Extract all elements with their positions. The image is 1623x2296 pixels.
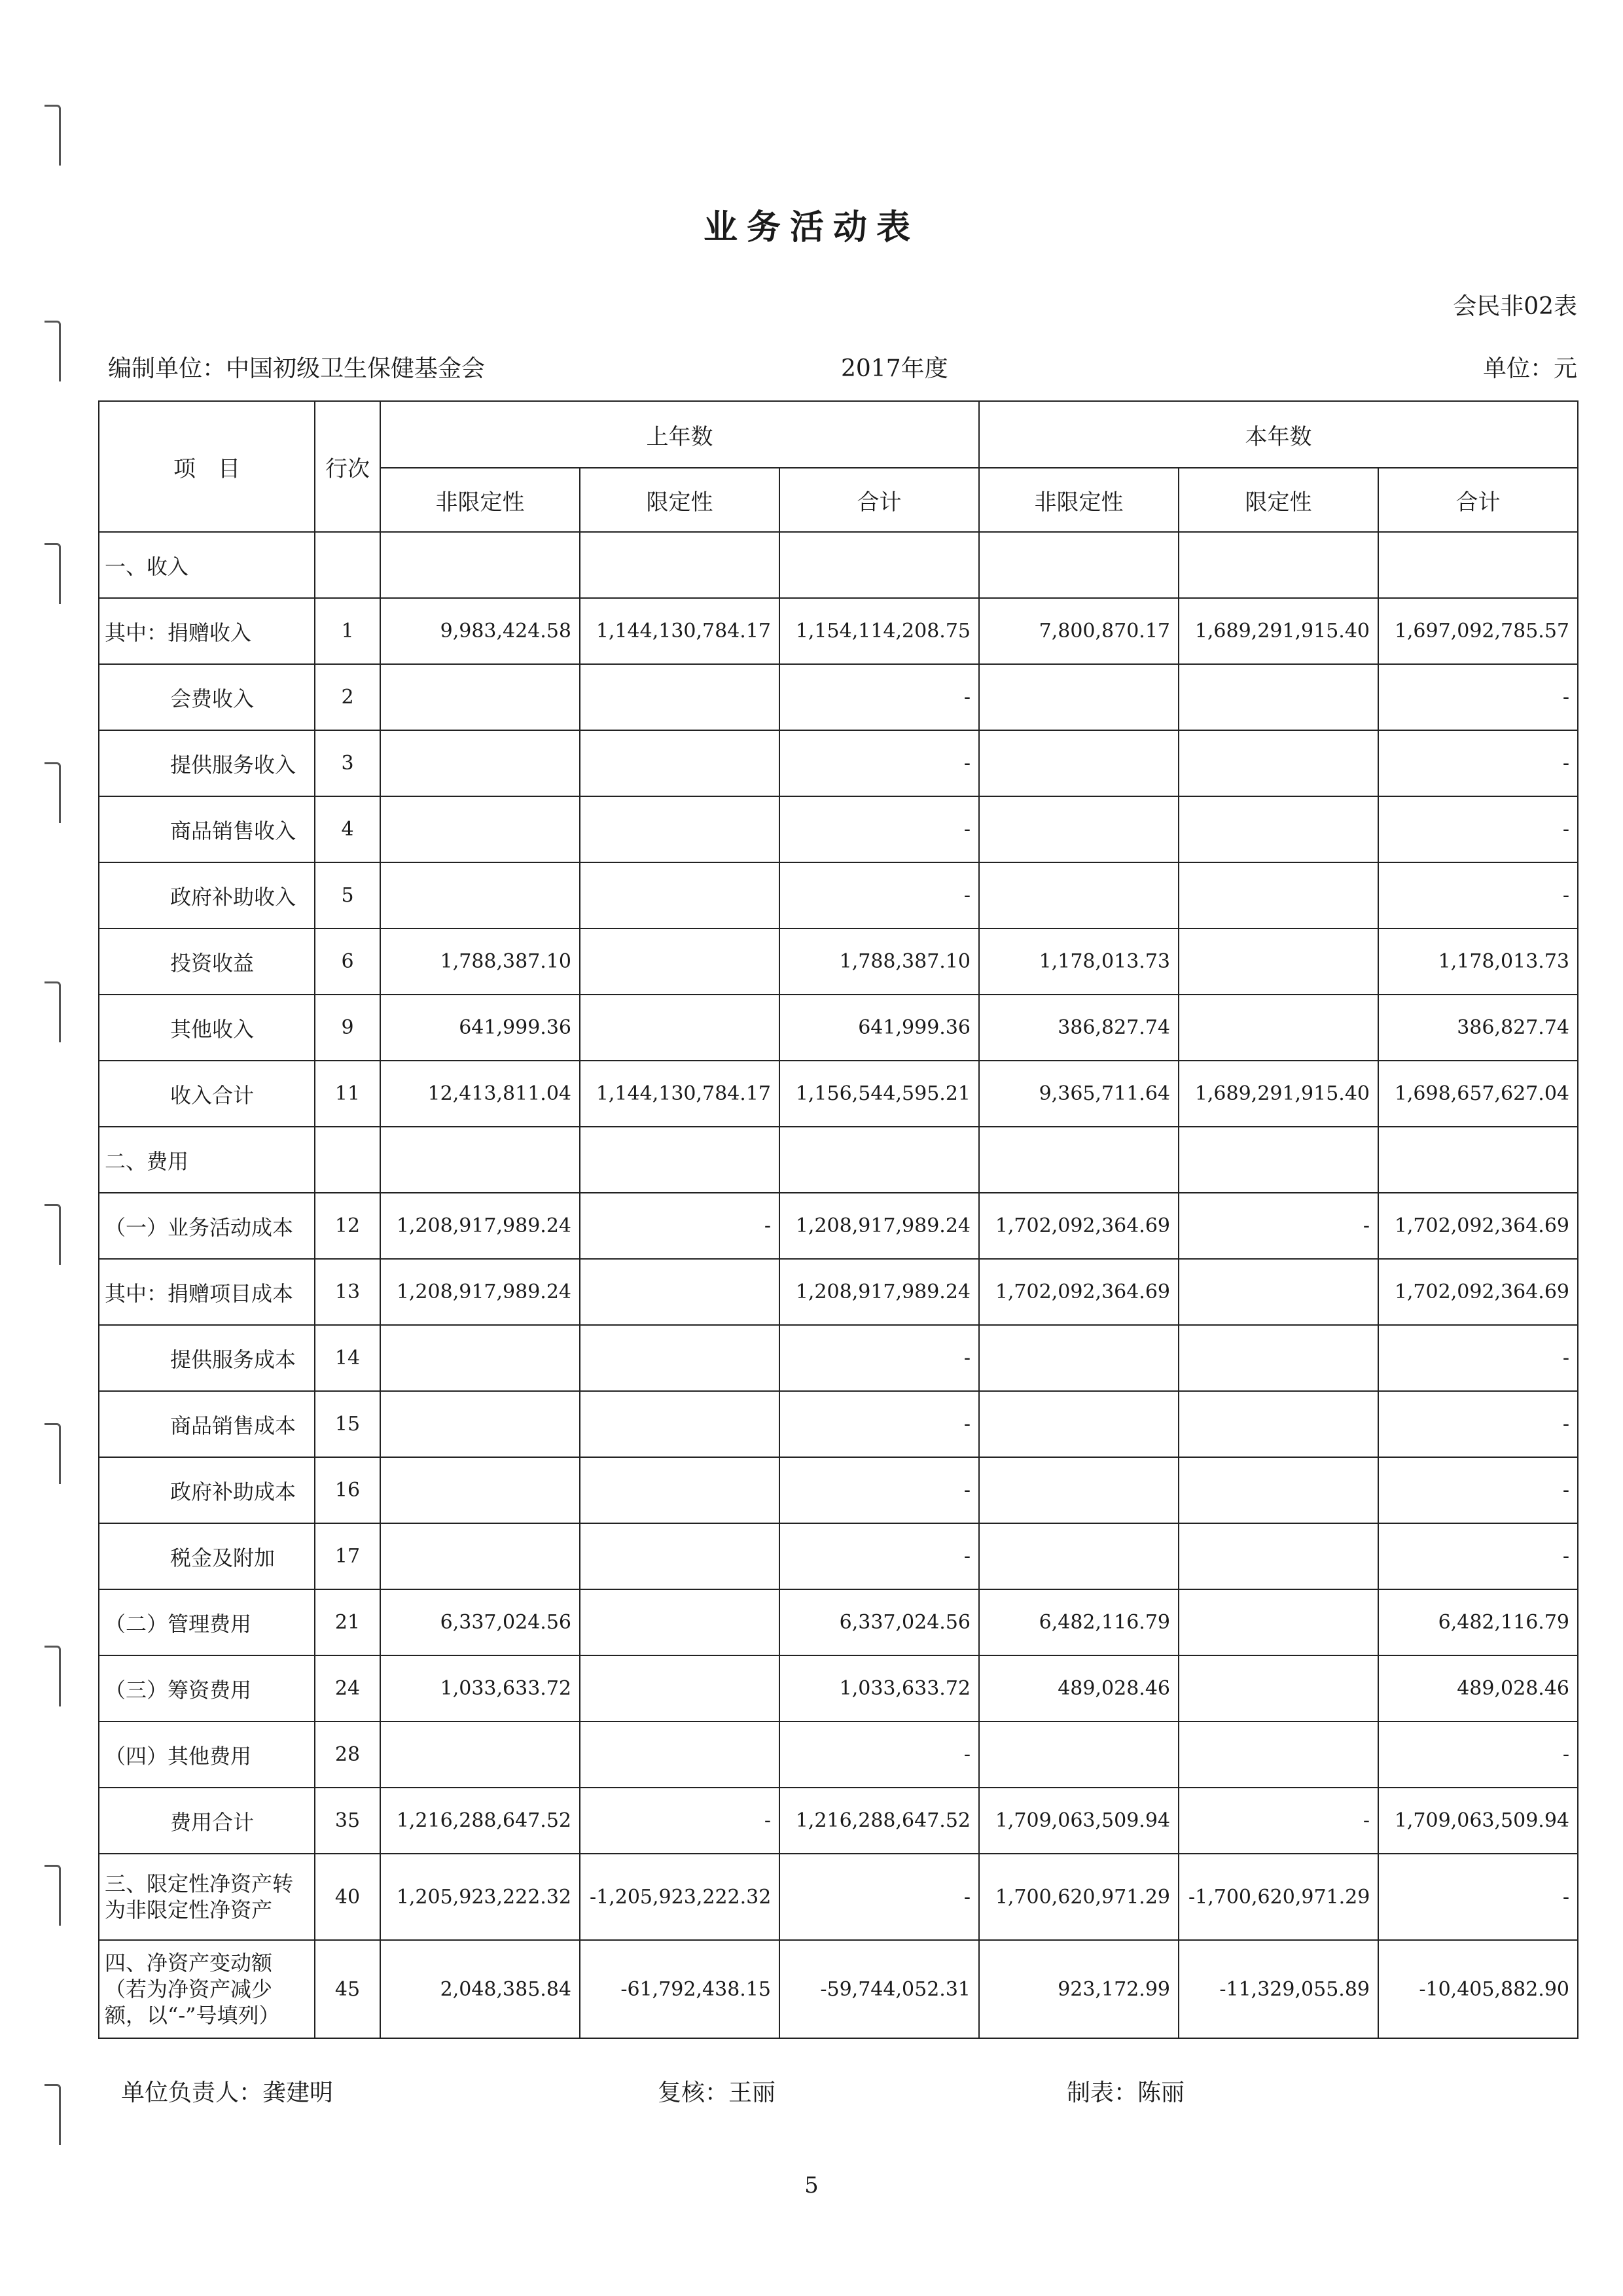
organization-label: 编制单位： <box>108 355 226 382</box>
cell-curr-restricted <box>1179 1655 1378 1722</box>
cell-prev-total: - <box>779 664 979 730</box>
cell-prev-restricted: 1,144,130,784.17 <box>580 598 779 664</box>
row-label: 商品销售收入 <box>99 796 315 862</box>
organization-name: 中国初级卫生保健基金会 <box>226 355 486 382</box>
cell-curr-restricted <box>1179 1391 1378 1457</box>
cell-curr-unrestricted: 1,709,063,509.94 <box>979 1788 1179 1854</box>
cell-prev-restricted <box>580 862 779 928</box>
cell-prev-total: 1,154,114,208.75 <box>779 598 979 664</box>
row-label: 政府补助成本 <box>99 1457 315 1523</box>
cell-curr-total: 1,702,092,364.69 <box>1378 1193 1578 1259</box>
cell-curr-restricted <box>1179 1523 1378 1589</box>
cell-curr-unrestricted <box>979 1391 1179 1457</box>
cell-curr-total: - <box>1378 730 1578 796</box>
binder-mark <box>45 1646 61 1706</box>
cell-prev-restricted: - <box>580 1193 779 1259</box>
cell-prev-unrestricted <box>380 1127 580 1193</box>
cell-prev-restricted <box>580 1325 779 1391</box>
cell-prev-unrestricted <box>380 862 580 928</box>
cell-prev-total: - <box>779 1854 979 1940</box>
cell-curr-total: - <box>1378 1457 1578 1523</box>
cell-prev-unrestricted: 1,788,387.10 <box>380 928 580 995</box>
row-label: 其中：捐赠收入 <box>99 598 315 664</box>
row-line: 12 <box>315 1193 380 1259</box>
cell-prev-total: - <box>779 730 979 796</box>
table-row <box>99 1854 1578 1940</box>
row-label: 二、费用 <box>99 1127 315 1193</box>
table-row <box>99 1722 1578 1788</box>
row-line: 1 <box>315 598 380 664</box>
responsible-name: 龚建明 <box>262 2079 334 2106</box>
page-title: 业务活动表 <box>703 207 919 247</box>
cell-prev-total: 1,033,633.72 <box>779 1655 979 1722</box>
row-line: 15 <box>315 1391 380 1457</box>
cell-curr-unrestricted <box>979 532 1179 598</box>
cell-prev-total: 1,156,544,595.21 <box>779 1061 979 1127</box>
row-label: （四）其他费用 <box>99 1722 315 1788</box>
cell-curr-total: 1,702,092,364.69 <box>1378 1259 1578 1325</box>
row-label: 一、收入 <box>99 532 315 598</box>
cell-prev-restricted <box>580 1722 779 1788</box>
table-row <box>99 1061 1578 1127</box>
table-row <box>99 598 1578 664</box>
reviewer-name: 王丽 <box>728 2079 776 2106</box>
cell-prev-restricted <box>580 1259 779 1325</box>
row-label: 四、净资产变动额（若为净资产减少额，以“-”号填列） <box>99 1940 315 2038</box>
cell-prev-total: 641,999.36 <box>779 995 979 1061</box>
cell-curr-unrestricted <box>979 862 1179 928</box>
cell-curr-total: 1,697,092,785.57 <box>1378 598 1578 664</box>
cell-curr-unrestricted: 9,365,711.64 <box>979 1061 1179 1127</box>
cell-curr-total: - <box>1378 1325 1578 1391</box>
header-prev-restricted: 限定性 <box>580 468 779 532</box>
cell-prev-total: - <box>779 1722 979 1788</box>
cell-curr-total: 1,178,013.73 <box>1378 928 1578 995</box>
row-line: 5 <box>315 862 380 928</box>
cell-prev-total: -59,744,052.31 <box>779 1940 979 2038</box>
row-line: 6 <box>315 928 380 995</box>
cell-prev-restricted <box>580 928 779 995</box>
cell-curr-total: - <box>1378 1722 1578 1788</box>
cell-curr-total: 386,827.74 <box>1378 995 1578 1061</box>
cell-prev-restricted: -61,792,438.15 <box>580 1940 779 2038</box>
binder-mark <box>45 762 61 823</box>
row-line <box>315 1127 380 1193</box>
header-item: 项 目 <box>99 401 315 532</box>
cell-prev-restricted: - <box>580 1788 779 1854</box>
table-row <box>99 1655 1578 1722</box>
cell-prev-restricted <box>580 1127 779 1193</box>
cell-prev-total: 6,337,024.56 <box>779 1589 979 1655</box>
cell-prev-restricted <box>580 1523 779 1589</box>
cell-curr-total: 489,028.46 <box>1378 1655 1578 1722</box>
cell-curr-restricted: 1,689,291,915.40 <box>1179 598 1378 664</box>
table-row <box>99 1788 1578 1854</box>
organization-line <box>108 350 485 383</box>
preparer-name: 陈丽 <box>1137 2079 1185 2106</box>
cell-curr-restricted <box>1179 995 1378 1061</box>
preparer-label: 制表： <box>1067 2079 1138 2106</box>
cell-curr-unrestricted <box>979 1325 1179 1391</box>
cell-prev-restricted <box>580 796 779 862</box>
cell-curr-total: - <box>1378 862 1578 928</box>
row-line: 28 <box>315 1722 380 1788</box>
cell-curr-restricted <box>1179 1259 1378 1325</box>
cell-curr-restricted <box>1179 1589 1378 1655</box>
cell-prev-restricted: -1,205,923,222.32 <box>580 1854 779 1940</box>
row-label: 投资收益 <box>99 928 315 995</box>
cell-prev-total: - <box>779 796 979 862</box>
header-row-top <box>99 401 1578 468</box>
cell-prev-unrestricted: 1,205,923,222.32 <box>380 1854 580 1940</box>
cell-prev-unrestricted: 6,337,024.56 <box>380 1589 580 1655</box>
responsible-label: 单位负责人： <box>121 2079 263 2106</box>
cell-prev-unrestricted: 1,033,633.72 <box>380 1655 580 1722</box>
cell-prev-total: - <box>779 1523 979 1589</box>
cell-prev-restricted <box>580 1655 779 1722</box>
table-row <box>99 1457 1578 1523</box>
cell-curr-total <box>1378 1127 1578 1193</box>
binder-mark <box>45 981 61 1042</box>
cell-curr-unrestricted <box>979 1523 1179 1589</box>
cell-curr-unrestricted <box>979 796 1179 862</box>
cell-curr-unrestricted <box>979 730 1179 796</box>
table-row <box>99 664 1578 730</box>
table-row <box>99 1523 1578 1589</box>
cell-curr-total: - <box>1378 1523 1578 1589</box>
cell-curr-restricted <box>1179 1325 1378 1391</box>
binder-mark <box>45 105 61 166</box>
row-line: 3 <box>315 730 380 796</box>
cell-curr-unrestricted: 7,800,870.17 <box>979 598 1179 664</box>
row-label: 其他收入 <box>99 995 315 1061</box>
binder-mark <box>45 1423 61 1484</box>
row-label: 政府补助收入 <box>99 862 315 928</box>
cell-prev-total: - <box>779 862 979 928</box>
row-line: 24 <box>315 1655 380 1722</box>
cell-curr-total: - <box>1378 1391 1578 1457</box>
cell-curr-restricted <box>1179 664 1378 730</box>
table-row <box>99 1940 1578 2038</box>
row-label: （一）业务活动成本 <box>99 1193 315 1259</box>
cell-prev-restricted <box>580 730 779 796</box>
cell-curr-total: - <box>1378 664 1578 730</box>
page-number: 5 <box>804 2172 819 2199</box>
cell-prev-unrestricted <box>380 1722 580 1788</box>
cell-curr-unrestricted: 386,827.74 <box>979 995 1179 1061</box>
row-line: 4 <box>315 796 380 862</box>
cell-curr-restricted <box>1179 796 1378 862</box>
cell-prev-unrestricted <box>380 1391 580 1457</box>
cell-curr-unrestricted <box>979 664 1179 730</box>
row-label: 其中：捐赠项目成本 <box>99 1259 315 1325</box>
table-row <box>99 1127 1578 1193</box>
cell-prev-unrestricted <box>380 796 580 862</box>
cell-curr-unrestricted: 1,178,013.73 <box>979 928 1179 995</box>
binder-mark <box>45 2084 61 2145</box>
cell-prev-total <box>779 532 979 598</box>
header-curr-restricted: 限定性 <box>1179 468 1378 532</box>
header-line: 行次 <box>315 401 380 532</box>
cell-curr-restricted: -1,700,620,971.29 <box>1179 1854 1378 1940</box>
table-row <box>99 995 1578 1061</box>
header-prev-unrestricted: 非限定性 <box>380 468 580 532</box>
table-row <box>99 1391 1578 1457</box>
cell-prev-unrestricted <box>380 730 580 796</box>
cell-curr-restricted <box>1179 730 1378 796</box>
cell-prev-restricted: 1,144,130,784.17 <box>580 1061 779 1127</box>
header-prev-year: 上年数 <box>380 401 979 468</box>
cell-prev-restricted <box>580 1589 779 1655</box>
table-row <box>99 730 1578 796</box>
row-line: 9 <box>315 995 380 1061</box>
cell-prev-unrestricted: 2,048,385.84 <box>380 1940 580 2038</box>
cell-prev-unrestricted: 641,999.36 <box>380 995 580 1061</box>
row-line: 17 <box>315 1523 380 1589</box>
row-label: 提供服务收入 <box>99 730 315 796</box>
cell-prev-total <box>779 1127 979 1193</box>
cell-curr-restricted: - <box>1179 1193 1378 1259</box>
row-line: 40 <box>315 1854 380 1940</box>
cell-prev-total: 1,216,288,647.52 <box>779 1788 979 1854</box>
table-row <box>99 1325 1578 1391</box>
cell-prev-total: 1,208,917,989.24 <box>779 1193 979 1259</box>
row-line: 11 <box>315 1061 380 1127</box>
form-number: 会民非02表 <box>1453 293 1577 320</box>
cell-curr-restricted <box>1179 1127 1378 1193</box>
cell-curr-total <box>1378 532 1578 598</box>
activity-statement-table <box>98 400 1578 2039</box>
cell-curr-unrestricted: 1,702,092,364.69 <box>979 1193 1179 1259</box>
cell-curr-unrestricted: 923,172.99 <box>979 1940 1179 2038</box>
cell-curr-total: 1,698,657,627.04 <box>1378 1061 1578 1127</box>
cell-curr-restricted: - <box>1179 1788 1378 1854</box>
cell-curr-unrestricted: 6,482,116.79 <box>979 1589 1179 1655</box>
cell-curr-restricted: -11,329,055.89 <box>1179 1940 1378 2038</box>
header-curr-unrestricted: 非限定性 <box>979 468 1179 532</box>
row-label: 三、限定性净资产转为非限定性净资产 <box>99 1854 315 1940</box>
signoff-responsible <box>121 2074 333 2108</box>
cell-prev-restricted <box>580 664 779 730</box>
reviewer-label: 复核： <box>658 2079 729 2106</box>
cell-prev-unrestricted <box>380 664 580 730</box>
table-row <box>99 532 1578 598</box>
row-label: 收入合计 <box>99 1061 315 1127</box>
table-row <box>99 1259 1578 1325</box>
currency-unit: 单位：元 <box>1482 355 1577 382</box>
cell-curr-total: 1,709,063,509.94 <box>1378 1788 1578 1854</box>
cell-curr-total: -10,405,882.90 <box>1378 1940 1578 2038</box>
cell-curr-total: - <box>1378 796 1578 862</box>
cell-prev-total: - <box>779 1457 979 1523</box>
cell-curr-unrestricted: 1,700,620,971.29 <box>979 1854 1179 1940</box>
row-line: 2 <box>315 664 380 730</box>
cell-curr-restricted <box>1179 532 1378 598</box>
report-year: 2017年度 <box>841 355 948 382</box>
binder-mark <box>45 321 61 381</box>
cell-curr-unrestricted <box>979 1722 1179 1788</box>
row-label: （三）筹资费用 <box>99 1655 315 1722</box>
cell-prev-unrestricted: 1,208,917,989.24 <box>380 1259 580 1325</box>
header-curr-total: 合计 <box>1378 468 1578 532</box>
binder-mark <box>45 543 61 604</box>
cell-prev-restricted <box>580 1391 779 1457</box>
row-line: 45 <box>315 1940 380 2038</box>
row-line: 14 <box>315 1325 380 1391</box>
cell-curr-unrestricted: 489,028.46 <box>979 1655 1179 1722</box>
binder-mark <box>45 1865 61 1926</box>
cell-curr-restricted <box>1179 928 1378 995</box>
cell-prev-total: 1,788,387.10 <box>779 928 979 995</box>
table-row <box>99 1589 1578 1655</box>
row-label: 商品销售成本 <box>99 1391 315 1457</box>
table-row <box>99 1193 1578 1259</box>
table-row <box>99 928 1578 995</box>
cell-prev-total: 1,208,917,989.24 <box>779 1259 979 1325</box>
cell-prev-unrestricted: 1,208,917,989.24 <box>380 1193 580 1259</box>
cell-curr-unrestricted <box>979 1127 1179 1193</box>
cell-prev-unrestricted: 1,216,288,647.52 <box>380 1788 580 1854</box>
table-row <box>99 862 1578 928</box>
cell-prev-total: - <box>779 1391 979 1457</box>
cell-curr-total: - <box>1378 1854 1578 1940</box>
cell-prev-unrestricted: 12,413,811.04 <box>380 1061 580 1127</box>
cell-prev-restricted <box>580 995 779 1061</box>
cell-curr-restricted <box>1179 1722 1378 1788</box>
row-label: 提供服务成本 <box>99 1325 315 1391</box>
row-line <box>315 532 380 598</box>
signoff-preparer <box>1067 2074 1185 2108</box>
signoff-reviewer <box>658 2074 776 2108</box>
cell-prev-unrestricted: 9,983,424.58 <box>380 598 580 664</box>
row-line: 13 <box>315 1259 380 1325</box>
cell-curr-total: 6,482,116.79 <box>1378 1589 1578 1655</box>
row-label: 会费收入 <box>99 664 315 730</box>
header-curr-year: 本年数 <box>979 401 1578 468</box>
cell-curr-restricted: 1,689,291,915.40 <box>1179 1061 1378 1127</box>
row-label: 费用合计 <box>99 1788 315 1854</box>
cell-curr-unrestricted <box>979 1457 1179 1523</box>
cell-prev-unrestricted <box>380 1457 580 1523</box>
row-line: 16 <box>315 1457 380 1523</box>
cell-prev-total: - <box>779 1325 979 1391</box>
row-label: （二）管理费用 <box>99 1589 315 1655</box>
binder-mark <box>45 1204 61 1265</box>
cell-prev-unrestricted <box>380 532 580 598</box>
cell-curr-restricted <box>1179 1457 1378 1523</box>
cell-prev-restricted <box>580 532 779 598</box>
table-row <box>99 796 1578 862</box>
cell-prev-unrestricted <box>380 1523 580 1589</box>
row-line: 21 <box>315 1589 380 1655</box>
row-label: 税金及附加 <box>99 1523 315 1589</box>
cell-prev-unrestricted <box>380 1325 580 1391</box>
cell-prev-restricted <box>580 1457 779 1523</box>
cell-curr-restricted <box>1179 862 1378 928</box>
row-line: 35 <box>315 1788 380 1854</box>
header-prev-total: 合计 <box>779 468 979 532</box>
cell-curr-unrestricted: 1,702,092,364.69 <box>979 1259 1179 1325</box>
